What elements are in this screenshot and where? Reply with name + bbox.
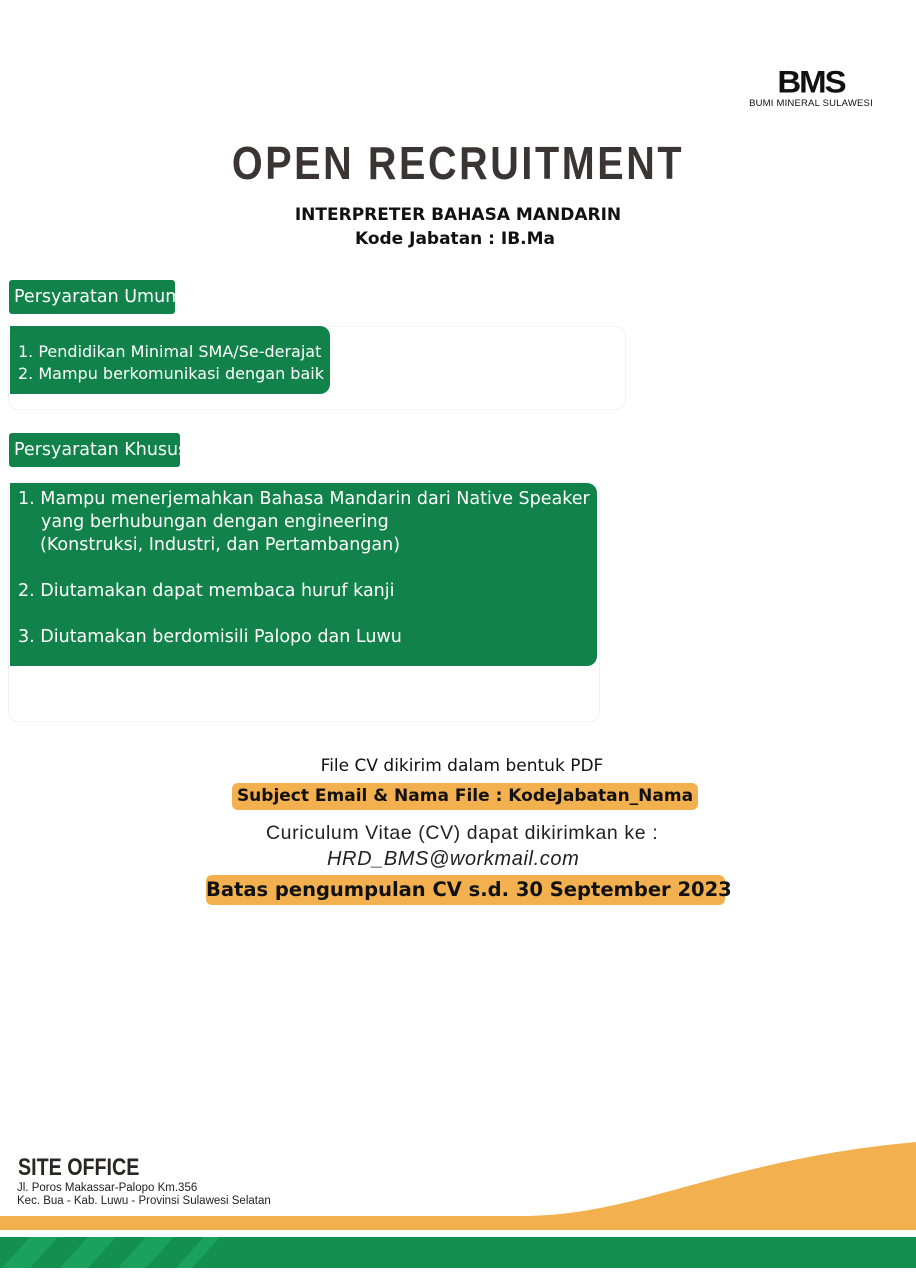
general-requirement-item: 1. Pendidikan Minimal SMA/Se-derajat bbox=[18, 342, 322, 361]
recruitment-email[interactable]: HRD_BMS@workmail.com bbox=[327, 848, 580, 870]
site-office-address-line2: Kec. Bua - Kab. Luwu - Provinsi Sulawesi Selatan bbox=[17, 1195, 271, 1207]
general-requirements-box bbox=[10, 326, 330, 394]
deadline-badge: Batas pengumpulan CV s.d. 30 September 2023 bbox=[206, 875, 725, 905]
special-requirement-item: 3. Diutamakan berdomisili Palopo dan Luwu bbox=[18, 627, 402, 647]
general-requirement-item: 2. Mampu berkomunikasi dengan baik bbox=[18, 364, 324, 383]
headline: OPEN RECRUITMENT bbox=[231, 137, 685, 189]
logo-mark: BMS bbox=[777, 63, 845, 100]
logo-subtitle: BUMI MINERAL SULAWESI bbox=[749, 98, 873, 109]
special-requirements-box bbox=[10, 483, 597, 666]
cv-format-note: File CV dikirim dalam bentuk PDF bbox=[320, 756, 604, 776]
special-requirement-item: 2. Diutamakan dapat membaca huruf kanji bbox=[18, 581, 395, 601]
special-requirements-label: Persyaratan Khusus bbox=[9, 433, 180, 467]
position-title: INTERPRETER BAHASA MANDARIN bbox=[294, 205, 622, 225]
site-office-address-line1: Jl. Poros Makassar-Palopo Km.356 bbox=[17, 1182, 198, 1194]
company-logo bbox=[738, 63, 884, 109]
general-requirements-label: Persyaratan Umum bbox=[9, 280, 175, 314]
subject-rule-badge: Subject Email & Nama File : KodeJabatan_Nama bbox=[232, 783, 698, 810]
special-requirement-item: 1. Mampu menerjemahkan Bahasa Mandarin dari Native Speaker bbox=[18, 489, 590, 509]
position-code: Kode Jabatan : IB.Ma bbox=[354, 229, 556, 249]
special-requirement-item-continuation: yang berhubungan dengan engineering bbox=[41, 512, 389, 532]
special-requirement-item-continuation: (Konstruksi, Industri, dan Pertambangan) bbox=[40, 535, 401, 555]
site-office-title: SITE OFFICE bbox=[18, 1154, 140, 1181]
send-to-label: Curiculum Vitae (CV) dapat dikirimkan ke : bbox=[266, 822, 659, 844]
